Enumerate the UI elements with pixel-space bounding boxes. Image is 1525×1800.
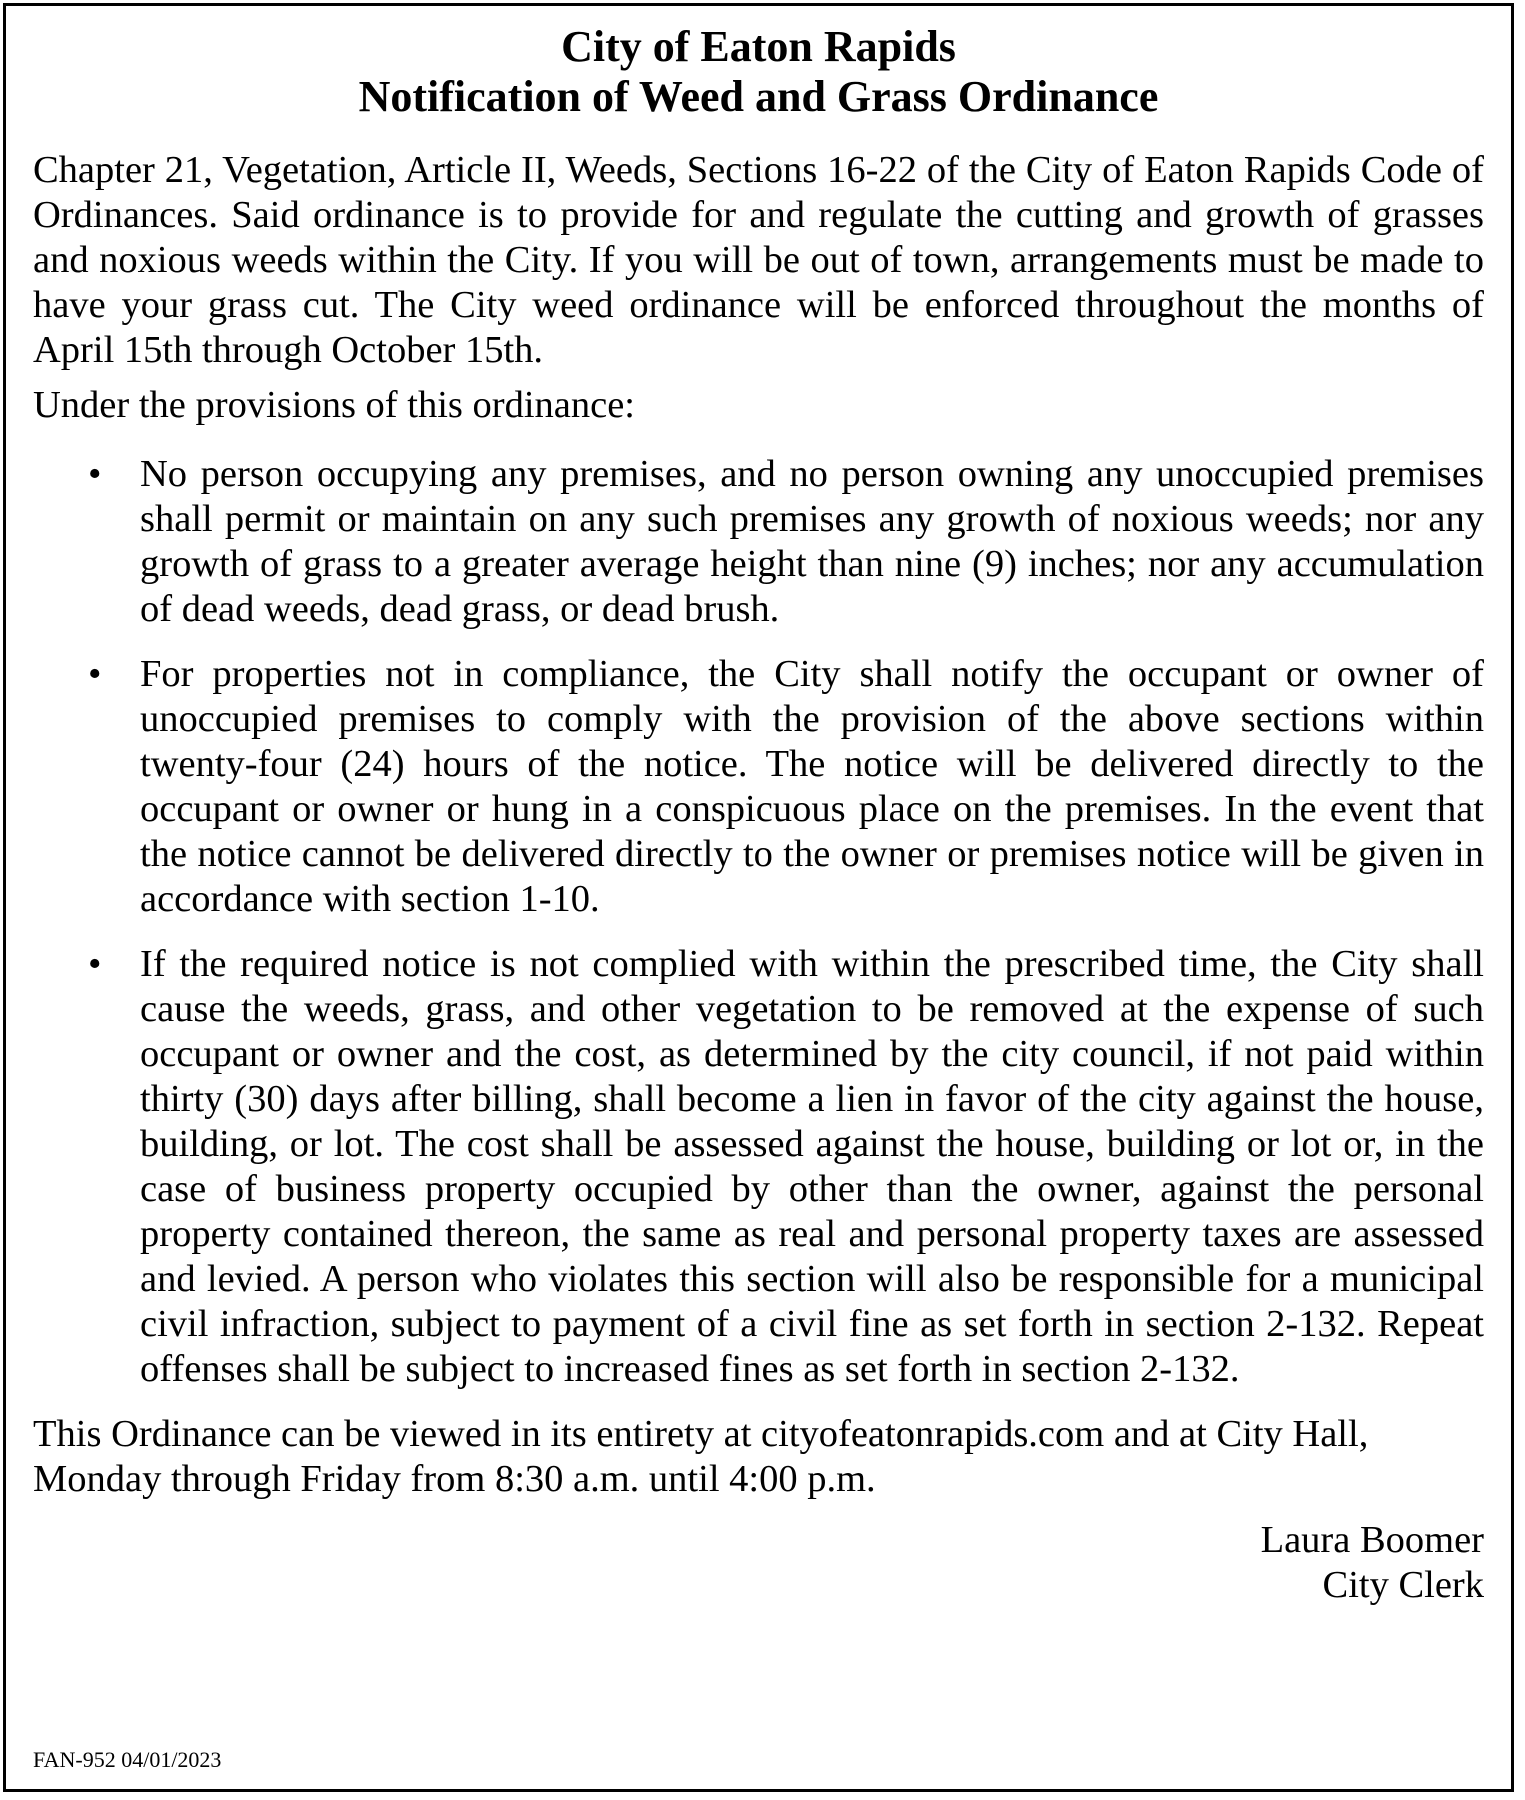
bullet-icon: • xyxy=(88,653,102,695)
notice-header xyxy=(33,22,1484,122)
footer-code: FAN-952 04/01/2023 xyxy=(33,1747,222,1772)
list-item-text: No person occupying any premises, and no person owning any unoccupied premises shall permit or maintain on any such premises any growth of noxious weeds; nor any growth of grass to a greater average height than nine (9) inches; nor any accumulation of dead weeds, dead grass, or dead brush. xyxy=(140,453,1484,630)
bullet-icon: • xyxy=(88,453,102,495)
notice-subtitle: Notification of Weed and Grass Ordinance xyxy=(358,72,1159,121)
signature-block xyxy=(33,1518,1484,1608)
signature-name: Laura Boomer xyxy=(1260,1519,1484,1561)
list-item xyxy=(33,452,1484,632)
list-item-text: If the required notice is not complied with within the prescribed time, the City shall cause the weeds, grass, and other vegetation to be removed at the expense of such occupant or owner and the cost, as determined by the city council, if not paid within thirty (30) days after billing, shall become a lien in favor of the city against the house, building, or lot. The cost shall be assessed against the house, building or lot or, in the case of business property occupied by other than the owner, against the personal property contained thereon, the same as real and personal property taxes are assessed and levied. A person who violates this section will also be responsible for a municipal civil infraction, subject to payment of a civil fine as set forth in section 2-132. Repeat offenses shall be subject to increased fines as set forth in section 2-132. xyxy=(140,943,1484,1390)
list-item-text: For properties not in compliance, the City shall notify the occupant or owner of unoccupied premises to comply with the provision of the above sections within twenty-four (24) hours of the notice. The notice will be delivered directly to the occupant or owner or hung in a conspicuous place on the premises. In the event that the notice cannot be delivered directly to the owner or premises notice will be given in accordance with section 1-10. xyxy=(140,653,1484,920)
ordinance-notice xyxy=(3,3,1514,1792)
provisions-list xyxy=(33,452,1484,1392)
list-item xyxy=(33,652,1484,922)
notice-title: City of Eaton Rapids xyxy=(561,22,956,71)
bullet-icon: • xyxy=(88,943,102,985)
provisions-heading: Under the provisions of this ordinance: xyxy=(33,384,635,426)
closing-paragraph: This Ordinance can be viewed in its entirety at cityofeatonrapids.com and at City Hall, Monday through Friday from 8:30 a.m. until 4:00 p.m. xyxy=(33,1413,1369,1500)
intro-paragraph: Chapter 21, Vegetation, Article II, Weeds, Sections 16-22 of the City of Eaton Rapids Code of Ordinances. Said ordinance is to provide for and regulate the cutting and growth of grasses and noxious weeds within the City. If you will be out of town, arrangements must be made to have your grass cut. The City weed ordinance will be enforced throughout the months of April 15th through October 15th. xyxy=(33,149,1484,371)
list-item xyxy=(33,942,1484,1392)
signature-title: City Clerk xyxy=(1322,1564,1484,1606)
